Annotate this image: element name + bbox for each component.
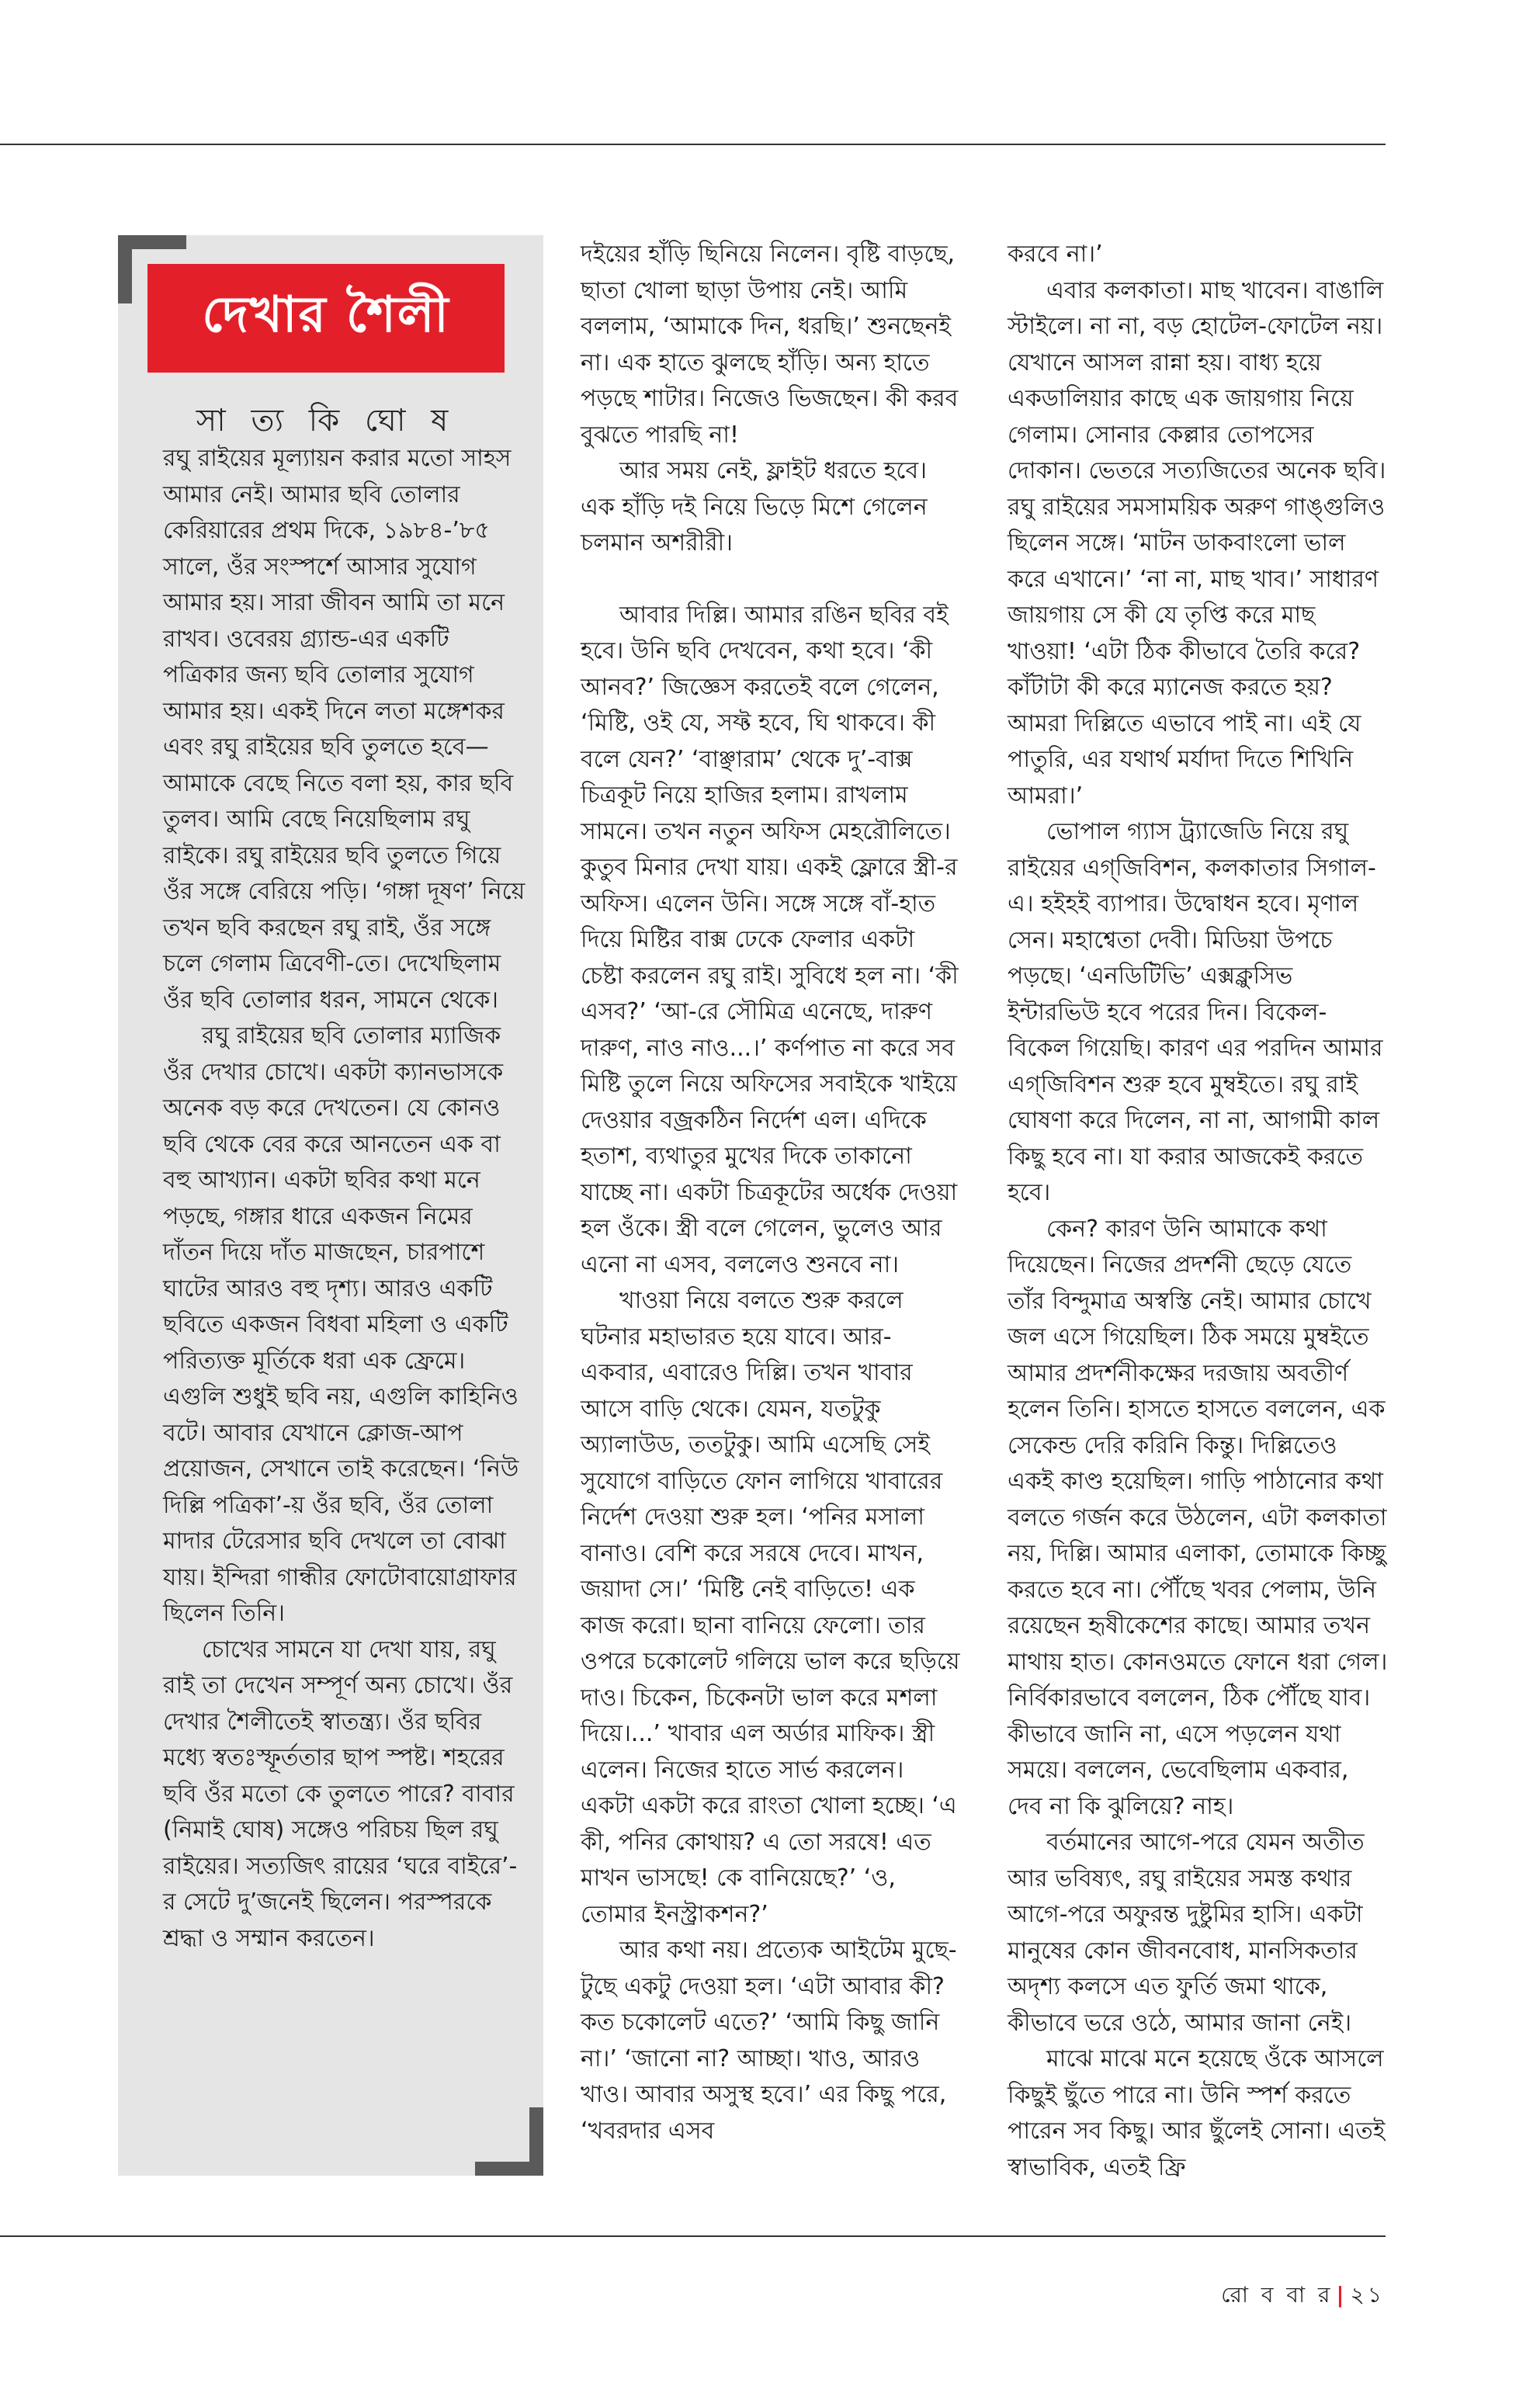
middle-column [581, 237, 961, 2149]
article-title-box [147, 264, 505, 373]
paragraph: খাওয়া নিয়ে বলতে শুরু করলে ঘটনার মহাভারত হয়ে যাবে। আর-একবার, এবারেও দিল্লি। তখন খাবার আসে বাড়ি থেকে। যেমন, যতটুকু অ্যালাউড, ততটুকু। আমি এসেছি সেই সুযোগে বাড়িতে ফোন লাগিয়ে খাবারের নির্দেশ দেওয়া শুরু হল। ‘পনির মসালা বানাও। বেশি করে সরষে দেবে। মাখন, জয়াদা সে।’ ‘মিষ্টি নেই বাড়িতে! এক কাজ করো। ছানা বানিয়ে ফেলো। তার ওপরে চকোলেট গলিয়ে ভাল করে ছড়িয়ে দাও। চিকেন, চিকেনটা ভাল করে মশলা দিয়ে।...’ খাবার এল অর্ডার মাফিক। স্ত্রী এলেন। নিজের হাতে সার্ভ করলেন। একটা একটা করে রাংতা খোলা হচ্ছে। ‘এ কী, পনির কোথায়? এ তো সরষে! এত মাখন ভাসছে! কে বানিয়েছে?’ ‘ও, তোমার ইনস্ট্রাকশন?’ [581, 1287, 960, 1928]
paragraph: চোখের সামনে যা দেখা যায়, রঘু রাই তা দেখেন সম্পূর্ণ অন্য চোখে। ওঁর দেখার শৈলীতেই স্বাতন্ত্র্য। ওঁর ছবির মধ্যে স্বতঃস্ফূর্ততার ছাপ স্পষ্ট। শহরের ছবি ওঁর মতো কে তুলতে পারে? বাবার (নিমাই ঘোষ) সঙ্গেও পরিচয় ছিল রঘু রাইয়ের। সত্যজিৎ রায়ের ‘ঘরে বাইরে’-র সেটে দু’জনেই ছিলেন। পরস্পরকে শ্রদ্ধা ও সম্মান করতেন। [163, 1635, 518, 1952]
paragraph: করবে না।’ [1008, 241, 1103, 268]
paragraph: আর সময় নেই, ফ্লাইট ধরতে হবে। এক হাঁড়ি দই নিয়ে ভিড়ে মিশে গেলেন চলমান অশরীরী। [581, 457, 928, 557]
page-number: ২১ [1350, 2282, 1385, 2308]
magazine-name: রো ব বা র [1221, 2282, 1334, 2308]
paragraph: মাঝে মাঝে মনে হয়েছে ওঁকে আসলে কিছুই ছুঁতে পারে না। উনি স্পর্শ করতে পারেন সব কিছু। আর ছুঁলেই সোনা। এতই স্বাভাবিক, এতই ফ্রি [1008, 2045, 1386, 2181]
top-rule [0, 144, 1386, 145]
author-name: সা ত্য কি ঘো ষ [196, 403, 456, 439]
paragraph: ভোপাল গ্যাস ট্র্যাজেডি নিয়ে রঘু রাইয়ের এগ্‌জিবিশন, কলকাতার সিগাল-এ। হইহই ব্যাপার। উদ্বোধন হবে। মৃণাল সেন। মহাশ্বেতা দেবী। মিডিয়া উপচে পড়ছে। ‘এনডিটিভি’ এক্সক্লুসিভ ইন্টারভিউ হবে পরের দিন। বিকেল-বিকেল গিয়েছি। কারণ এর পরদিন আমার এগ্‌জিবিশন শুরু হবে মুম্বইতে। রঘু রাই ঘোষণা করে দিলেন, না না, আগামী কাল কিছু হবে না। যা করার আজকেই করতে হবে। [1008, 818, 1383, 1206]
paragraph: রঘু রাইয়ের ছবি তোলার ম্যাজিক ওঁর দেখার চোখে। একটা ক্যানভাসকে অনেক বড় করে দেখতেন। যে কোনও ছবি থেকে বের করে আনতেন এক বা বহু আখ্যান। একটা ছবির কথা মনে পড়ছে, গঙ্গার ধারে একজন নিমের দাঁতন দিয়ে দাঁত মাজছেন, চারপাশে ঘাটের আরও বহু দৃশ্য। আরও একটি ছবিতে একজন বিধবা মহিলা ও একটি পরিত্যক্ত মূর্তিকে ধরা এক ফ্রেমে। এগুলি শুধুই ছবি নয়, এগুলি কাহিনিও বটে। আবার যেখানে ক্লোজ-আপ প্রয়োজন, সেখানে তাই করেছেন। ‘নিউ দিল্লি পত্রিকা’-য় ওঁর ছবি, ওঁর তোলা মাদার টেরেসার ছবি দেখলে তা বোঝা যায়। ইন্দিরা গান্ধীর ফোটোবায়োগ্রাফার ছিলেন তিনি। [163, 1022, 519, 1627]
paragraph: এবার কলকাতা। মাছ খাবেন। বাঙালি স্টাইলে। না না, বড় হোটেল-ফোটেল নয়। যেখানে আসল রান্না হয়। বাধ্য হয়ে একডালিয়ার কাছে এক জায়গায় নিয়ে গেলাম। সোনার কেল্লার তোপসের দোকান। ভেতরে সত্যজিতের অনেক ছবি। রঘু রাইয়ের সমসাময়িক অরুণ গাঙ্গুলিও ছিলেন সঙ্গে। ‘মাটন ডাকবাংলো ভাল করে এখানে।’ ‘না না, মাছ খাব।’ সাধারণ জায়গায় সে কী যে তৃপ্তি করে মাছ খাওয়া! ‘এটা ঠিক কীভাবে তৈরি করে? কাঁটাটা কী করে ম্যানেজ করতে হয়? আমরা দিল্লিতে এভাবে পাই না। এই যে পাতুরি, এর যথার্থ মর্যাদা দিতে শিখিনি আমরা।’ [1008, 276, 1386, 810]
paragraph: বর্তমানের আগে-পরে যেমন অতীত আর ভবিষ্যৎ, রঘু রাইয়ের সমস্ত কথার আগে-পরে অফুরন্ত দুষ্টুমির হাসি। একটা মানুষের কোন জীবনবোধ, মানসিকতার অদৃশ্য কলসে এত ফুর্তি জমা থাকে, কীভাবে ভরে ওঠে, আমার জানা নেই। [1008, 1829, 1365, 2037]
corner-bracket-bottom-vertical [529, 2107, 543, 2176]
paragraph: দইয়ের হাঁড়ি ছিনিয়ে নিলেন। বৃষ্টি বাড়ছে, ছাতা খোলা ছাড়া উপায় নেই। আমি বললাম, ‘আমাকে দিন, ধরছি।’ শুনছেনই না। এক হাতে ঝুলছে হাঁড়ি। অন্য হাতে পড়ছে শাটার। নিজেও ভিজছেন। কী করব বুঝতে পারছি না! [581, 241, 959, 449]
bottom-rule [0, 2235, 1386, 2237]
right-column [1008, 237, 1388, 2186]
paragraph: কেন? কারণ উনি আমাকে কথা দিয়েছেন। নিজের প্রদর্শনী ছেড়ে যেতে তাঁর বিন্দুমাত্র অস্বস্তি নেই। আমার চোখে জল এসে গিয়েছিল। ঠিক সময়ে মুম্বইতে আমার প্রদর্শনীকক্ষের দরজায় অবতীর্ণ হলেন তিনি। হাসতে হাসতে বললেন, এক সেকেন্ড দেরি করিনি কিন্তু। দিল্লিতেও একই কাণ্ড হয়েছিল। গাড়ি পাঠানোর কথা বলতে গর্জন করে উঠলেন, এটা কলকাতা নয়, দিল্লি। আমার এলাকা, তোমাকে কিচ্ছু করতে হবে না। পৌঁছে খবর পেলাম, উনি রয়েছেন হৃষীকেশের কাছে। আমার তখন মাথায় হাত। কোনওমতে ফোনে ধরা গেল। নির্বিকারভাবে বললেন, ঠিক পৌঁছে যাব। কীভাবে জানি না, এসে পড়লেন যথা সময়ে। বললেন, ভেবেছিলাম একবার, দেব না কি ঝুলিয়ে? নাহ। [1008, 1215, 1388, 1820]
paragraph: রঘু রাইয়ের মূল্যায়ন করার মতো সাহস আমার নেই। আমার ছবি তোলার কেরিয়ারের প্রথম দিকে, ১৯৮৪-’৮৫ সালে, ওঁর সংস্পর্শে আসার সুযোগ আমার হয়। সারা জীবন আমি তা মনে রাখব। ওবেরয় গ্র্যান্ড-এর একটি পত্রিকার জন্য ছবি তোলার সুযোগ আমার হয়। একই দিনে লতা মঙ্গেশকর এবং রঘু রাইয়ের ছবি তুলতে হবে— আমাকে বেছে নিতে বলা হয়, কার ছবি তুলব। আমি বেছে নিয়েছিলাম রঘু রাইকে। রঘু রাইয়ের ছবি তুলতে গিয়ে ওঁর সঙ্গে বেরিয়ে পড়ি। ‘গঙ্গা দূষণ’ নিয়ে তখন ছবি করছেন রঘু রাই, ওঁর সঙ্গে চলে গেলাম ত্রিবেণী-তে। দেখেছিলাম ওঁর ছবি তোলার ধরন, সামনে থেকে। [163, 445, 525, 1014]
paragraph: আর কথা নয়। প্রত্যেক আইটেম মুছে-টুছে একটু দেওয়া হল। ‘এটা আবার কী? কত চকোলেট এতে?’ ‘আমি কিছু জানি না।’ ‘জানো না? আচ্ছা। খাও, আরও খাও। আবার অসুস্থ হবে।’ এর কিছু পরে, ‘খবরদার এসব [581, 1937, 957, 2145]
corner-bracket-top-vertical [118, 235, 132, 303]
footer-separator: | [1336, 2282, 1348, 2308]
sidebar-text-column [163, 441, 528, 1957]
article-title: দেখার শৈলী [202, 286, 450, 344]
page-footer [1221, 2278, 1385, 2315]
paragraph: আবার দিল্লি। আমার রঙিন ছবির বই হবে। উনি ছবি দেখবেন, কথা হবে। ‘কী আনব?’ জিজ্ঞেস করতেই বলে গেলেন, ‘মিষ্টি, ওই যে, সফ্ট হবে, ঘি থাকবে। কী বলে যেন?’ ‘বাঞ্ছারাম’ থেকে দু’-বাক্স চিত্রকূট নিয়ে হাজির হলাম। রাখলাম সামনে। তখন নতুন অফিস মেহরৌলিতে। কুতুব মিনার দেখা যায়। একই ফ্লোরে স্ত্রী-র অফিস। এলেন উনি। সঙ্গে সঙ্গে বাঁ-হাত দিয়ে মিষ্টির বাক্স ঢেকে ফেলার একটা চেষ্টা করলেন রঘু রাই। সুবিধে হল না। ‘কী এসব?’ ‘আ-রে সৌমিত্র এনেছে, দারুণ দারুণ, নাও নাও...।’ কর্ণপাত না করে সব মিষ্টি তুলে নিয়ে অফিসের সবাইকে খাইয়ে দেওয়ার বজ্রকঠিন নির্দেশ এল। এদিকে হতাশ, ব্যথাতুর মুখের দিকে তাকানো যাচ্ছে না। একটা চিত্রকূটের অর্ধেক দেওয়া হল ওঁকে। স্ত্রী বলে গেলেন, ভুলেও আর এনো না এসব, বললেও শুনবে না। [581, 601, 959, 1278]
